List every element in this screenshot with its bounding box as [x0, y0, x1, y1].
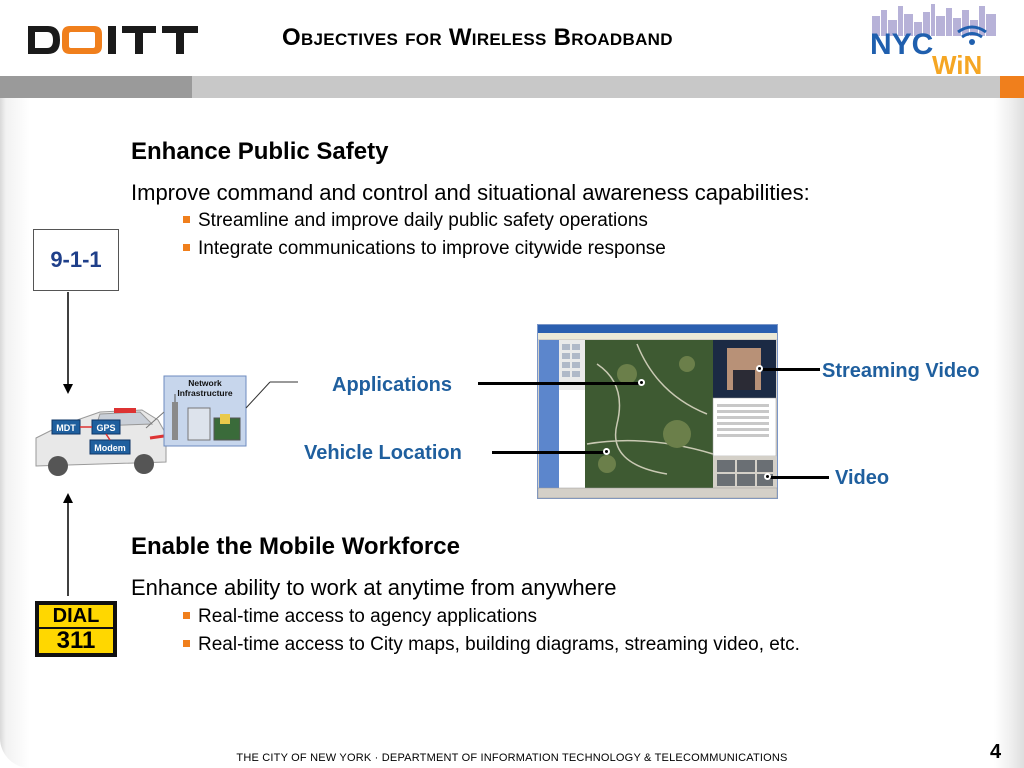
dial-text: DIAL	[39, 605, 113, 627]
bullet-text: Integrate communications to improve citywide response	[198, 238, 666, 259]
callout-line-applications	[478, 382, 641, 385]
callout-line-vehicle-location	[492, 451, 606, 454]
doitt-logo	[26, 22, 201, 58]
callout-line-video	[767, 476, 829, 479]
callout-line-streaming-video	[758, 368, 820, 371]
modem-label: Modem	[94, 443, 126, 453]
nyc-text: NYC	[870, 28, 934, 61]
page-number: 4	[990, 741, 1002, 763]
network-label-2: Infrastructure	[177, 388, 233, 398]
section-lead-public-safety: Improve command and control and situational awareness capabilities:	[131, 180, 810, 205]
dial-number: 311	[39, 629, 113, 653]
footer-text: THE CITY OF NEW YORK · DEPARTMENT OF INFORMATION TECHNOLOGY & TELECOMMUNICATIONS	[236, 752, 788, 764]
mdt-label: MDT	[56, 423, 76, 433]
bullet-item	[183, 210, 648, 232]
bullet-item	[183, 634, 800, 656]
nyc-win-logo	[866, 2, 1002, 76]
dispatch-screenshot	[537, 324, 778, 499]
bullet-marker	[183, 612, 190, 619]
callout-video: Video	[835, 467, 890, 489]
bullet-marker	[183, 244, 190, 251]
callout-applications: Applications	[332, 374, 453, 396]
network-label-1: Network	[188, 378, 222, 388]
callout-dot-video	[764, 473, 771, 480]
bullet-text: Streamline and improve daily public safety operations	[198, 210, 648, 231]
vehicle-network-diagram	[30, 368, 300, 483]
bullet-text: Real-time access to City maps, building diagrams, streaming video, etc.	[198, 634, 800, 655]
bullet-marker	[183, 640, 190, 647]
win-text: WiN	[932, 50, 983, 76]
callout-streaming-video: Streaming Video	[822, 360, 980, 382]
slide-title: Objectives for Wireless Broadband	[282, 24, 673, 51]
bullet-item	[183, 606, 537, 628]
callout-dot-applications	[638, 379, 645, 386]
section-heading-mobile-workforce: Enable the Mobile Workforce	[131, 533, 460, 560]
callout-dot-vehicle-location	[603, 448, 610, 455]
arrow-up	[60, 492, 76, 598]
bullet-text: Real-time access to agency applications	[198, 606, 538, 627]
callout-dot-streaming-video	[756, 365, 763, 372]
header-bar-accent	[1000, 76, 1024, 98]
header-bar-light	[192, 76, 1000, 98]
bullet-item	[183, 238, 666, 260]
section-heading-public-safety: Enhance Public Safety	[131, 138, 389, 165]
dial-311-logo	[35, 601, 117, 657]
section-lead-mobile-workforce: Enhance ability to work at anytime from anywhere	[131, 575, 617, 600]
callout-vehicle-location: Vehicle Location	[304, 442, 462, 464]
bullet-marker	[183, 216, 190, 223]
emergency-911-box: 9-1-1	[33, 229, 119, 291]
header-bar-dark	[0, 76, 192, 98]
gps-label: GPS	[96, 423, 116, 433]
